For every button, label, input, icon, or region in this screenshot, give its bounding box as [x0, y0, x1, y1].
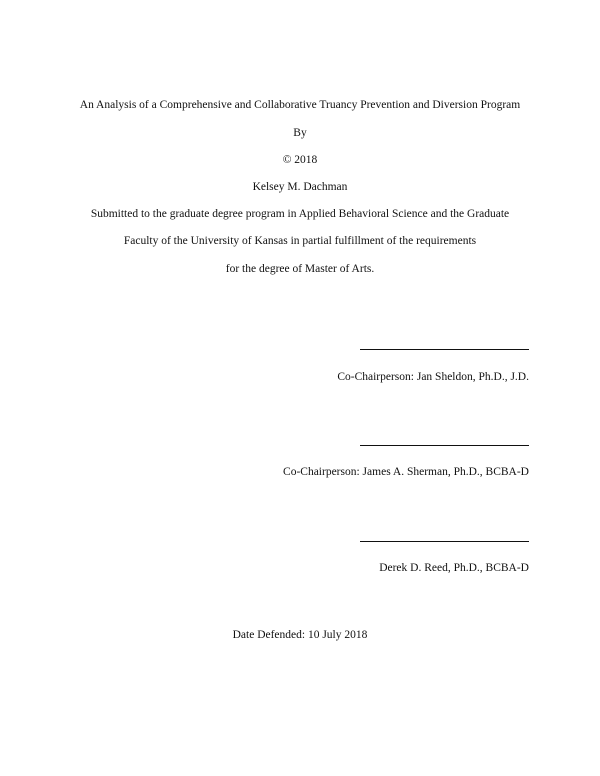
thesis-title: An Analysis of a Comprehensive and Collaborative Truancy Prevention and Diversion Program [79, 99, 521, 111]
signature-label-3: Derek D. Reed, Ph.D., BCBA-D [379, 562, 529, 574]
submission-line-1: Submitted to the graduate degree program in Applied Behavioral Science and the Graduate [90, 208, 510, 220]
signature-line-1 [360, 349, 529, 350]
signature-line-3 [360, 541, 529, 542]
signature-label-2: Co-Chairperson: James A. Sherman, Ph.D., BCBA-D [283, 466, 529, 478]
author-name: Kelsey M. Dachman [252, 181, 348, 193]
submission-line-2: Faculty of the University of Kansas in partial fulfillment of the requirements [123, 235, 477, 247]
copyright-line: © 2018 [282, 154, 318, 166]
date-defended: Date Defended: 10 July 2018 [232, 629, 368, 641]
signature-line-2 [360, 445, 529, 446]
by-line: By [293, 127, 307, 139]
signature-label-1: Co-Chairperson: Jan Sheldon, Ph.D., J.D. [337, 371, 529, 383]
submission-line-3: for the degree of Master of Arts. [225, 263, 375, 275]
